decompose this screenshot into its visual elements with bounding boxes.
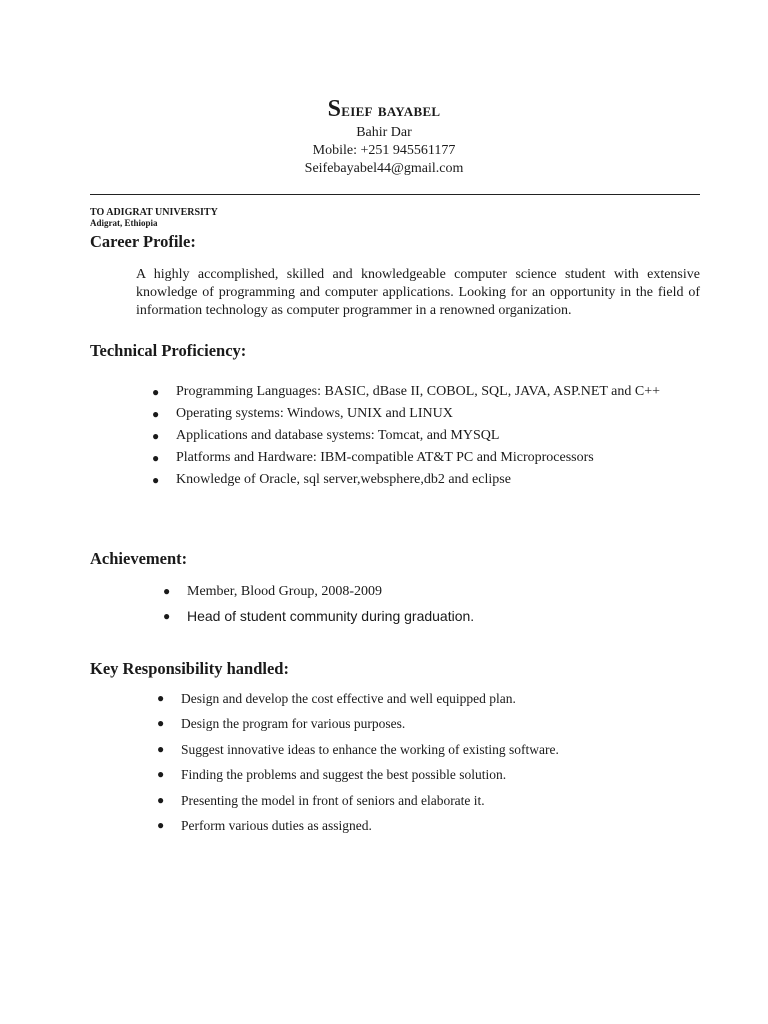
list-item (163, 604, 687, 629)
key-responsibility-heading: Key Responsibility handled: (90, 659, 289, 678)
bullet-icon: ● (152, 451, 160, 465)
list-item (163, 579, 687, 604)
bullet-icon: ● (157, 792, 165, 807)
bullet-icon: ● (157, 716, 165, 731)
bullet-icon: ● (157, 691, 165, 705)
candidate-name (0, 96, 768, 124)
bullet-icon: ● (152, 385, 160, 399)
list-item (152, 381, 686, 403)
bullet-icon: ● (157, 741, 165, 756)
list-item-text: Perform various duties as assigned. (181, 818, 372, 834)
list-item-text: Platforms and Hardware: IBM-compatible AT&T PC and Microprocessors (176, 450, 594, 465)
list-item (152, 403, 686, 425)
bullet-icon: ● (163, 609, 171, 623)
bullet-icon: ● (163, 584, 171, 598)
list-item (157, 737, 681, 762)
technical-proficiency-heading: Technical Proficiency: (90, 341, 247, 360)
resume-header (0, 96, 768, 178)
list-item-text: Programming Languages: BASIC, dBase II, COBOL, SQL, JAVA, ASP.NET and C++ (176, 384, 661, 399)
recipient-block (90, 207, 218, 229)
key-responsibility-list (157, 686, 681, 838)
list-item-text: Design and develop the cost effective and well equipped plan. (181, 691, 516, 706)
list-item-text: Design the program for various purposes. (181, 716, 406, 732)
list-item-text: Member, Blood Group, 2008-2009 (187, 584, 383, 599)
email-address[interactable]: Seifebayabel44@gmail.com (304, 161, 464, 176)
achievement-heading: Achievement: (90, 549, 188, 568)
recipient-location: Adigrat, Ethiopia (90, 218, 158, 228)
city: Bahir Dar (356, 125, 412, 140)
list-item (157, 711, 681, 736)
bullet-icon: ● (157, 767, 165, 782)
list-item (157, 788, 681, 813)
list-item (157, 762, 681, 787)
list-item-text: Applications and database systems: Tomcat, and MYSQL (176, 428, 500, 443)
list-item-text: Presenting the model in front of seniors and elaborate it. (181, 792, 485, 808)
to-label: TO (90, 207, 105, 218)
list-item-text: Operating systems: Windows, UNIX and LINUX (176, 406, 453, 421)
list-item-text: Head of student community during graduation. (187, 608, 475, 624)
career-profile-text: A highly accomplished, skilled and knowledgeable computer science student with extensive knowledge of programming and computer applications. Looking for an opportunity in the field of information technology as computer programmer in a renowned organization. (136, 267, 700, 318)
achievement-list (163, 579, 687, 629)
recipient-name: ADIGRAT UNIVERSITY (104, 207, 218, 218)
mobile-number: Mobile: +251 945561177 (312, 143, 456, 158)
list-item (152, 469, 686, 491)
list-item-text: Knowledge of Oracle, sql server,websphere,db2 and eclipse (176, 472, 511, 487)
list-item (157, 813, 681, 838)
list-item (157, 686, 681, 711)
name-initial: S (327, 96, 342, 122)
recipient-line (90, 207, 218, 218)
bullet-icon: ● (152, 429, 160, 443)
list-item-text: Finding the problems and suggest the best possible solution. (181, 767, 507, 783)
bullet-icon: ● (157, 818, 165, 833)
list-item (152, 447, 686, 469)
list-item (152, 425, 686, 447)
bullet-icon: ● (152, 473, 160, 487)
career-profile-heading: Career Profile: (90, 232, 196, 251)
list-item-text: Suggest innovative ideas to enhance the working of existing software. (181, 741, 559, 757)
technical-proficiency-list (152, 381, 686, 491)
bullet-icon: ● (152, 407, 160, 421)
name-rest: eief bayabel (341, 100, 441, 121)
header-divider (90, 194, 700, 195)
